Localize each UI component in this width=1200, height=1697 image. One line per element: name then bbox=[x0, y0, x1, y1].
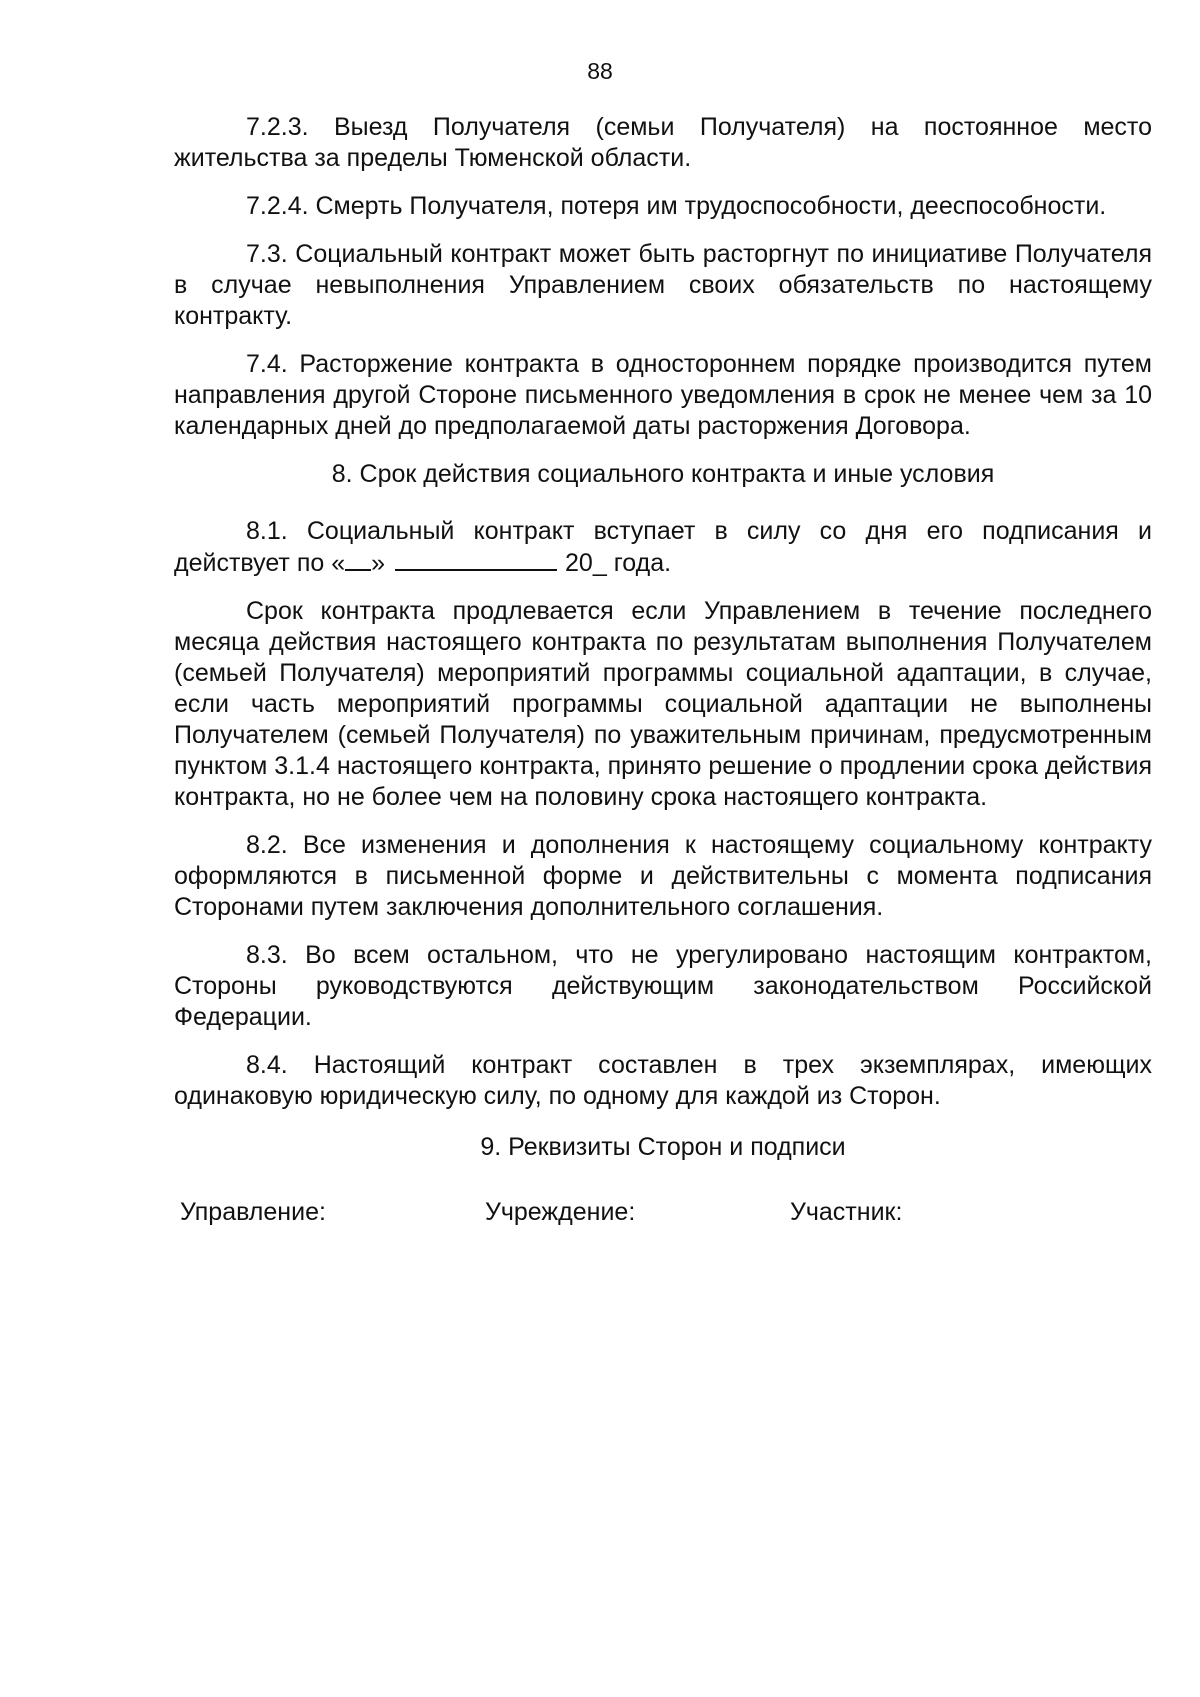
clause-8-1-year: 20_ года. bbox=[565, 549, 672, 577]
clause-8-2: 8.2. Все изменения и дополнения к настоящему социальному контракту оформляются в письменной форме и действительны с момента подписания Сторонами путем заключения дополнительного соглашения. bbox=[174, 831, 1152, 921]
signature-participant: Участник: bbox=[790, 1198, 903, 1226]
section-8-heading: 8. Срок действия социального контракта и иные условия bbox=[331, 460, 995, 488]
month-blank bbox=[395, 547, 557, 571]
clause-8-4: 8.4. Настоящий контракт составлен в трех экземплярах, имеющих одинаковую юридическую силу, по одному для каждой из Сторон. bbox=[174, 1051, 1152, 1110]
signature-labels bbox=[174, 1197, 1152, 1237]
clause-7-3: 7.3. Социальный контракт может быть расторгнут по инициативе Получателя в случае невыполнения Управлением своих обязательств по настоящему контракту. bbox=[174, 240, 1152, 330]
clause-7-4: 7.4. Расторжение контракта в одностороннем порядке производится путем направления другой Стороне письменного уведомления в срок не менее чем за 10 календарных дней до предполагаемой даты расторжения Договора. bbox=[174, 350, 1152, 440]
section-9-heading: 9. Реквизиты Сторон и подписи bbox=[480, 1133, 846, 1161]
clause-8-1 bbox=[174, 516, 1152, 579]
clause-8-1-quote: » bbox=[371, 549, 386, 577]
page-number: 88 bbox=[587, 58, 613, 84]
clause-7-2-3: 7.2.3. Выезд Получателя (семьи Получателя) на постоянное место жительства за пределы Тюменской области. bbox=[174, 113, 1152, 172]
day-blank bbox=[345, 547, 371, 571]
signature-institution: Учреждение: bbox=[485, 1198, 636, 1226]
document-body bbox=[174, 112, 1152, 1237]
clause-8-1-text: 8.1. Социальный контракт вступает в силу со дня его подписания и действует по « bbox=[174, 517, 1152, 577]
signature-management: Управление: bbox=[180, 1198, 326, 1226]
clause-7-2-4: 7.2.4. Смерть Получателя, потеря им трудоспособности, дееспособности. bbox=[246, 192, 1107, 220]
clause-8-3: 8.3. Во всем остальном, что не урегулировано настоящим контрактом, Стороны руководствуются действующим законодательством Российской Федерации. bbox=[174, 941, 1152, 1031]
clause-term-extension: Срок контракта продлевается если Управлением в течение последнего месяца действия настоящего контракта по результатам выполнения Получателем (семьей Получателя) мероприятий программы социальной адаптации, в случае, если часть мероприятий программы социальной адаптации не выполнены Получателем (семьей Получателя) по уважительным причинам, предусмотренным пунктом 3.1.4 настоящего контракта, принято решение о продлении срока действия контракта, но не более чем на половину срока настоящего контракта. bbox=[174, 597, 1153, 811]
